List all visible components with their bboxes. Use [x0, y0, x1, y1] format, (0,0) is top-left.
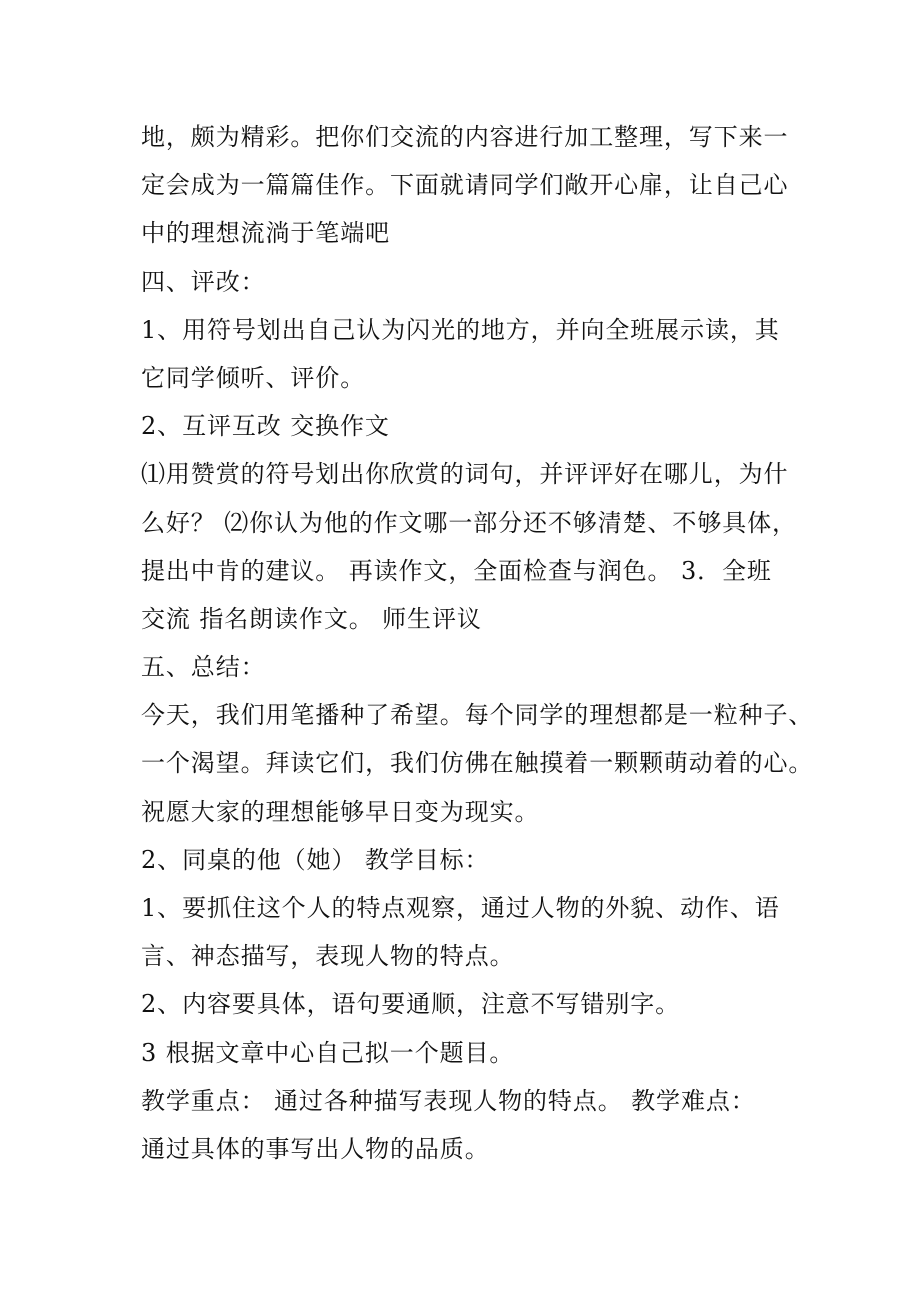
text-line: 一个渴望。拜读它们，我们仿佛在触摸着一颗颗萌动着的心。 — [141, 749, 814, 778]
section-heading: 五、总结： — [141, 653, 266, 682]
text-line: 教学重点： 通过各种描写表现人物的特点。 教学难点： — [141, 1086, 756, 1115]
text-line: 定会成为一篇篇佳作。下面就请同学们敞开心扉，让自己心 — [141, 171, 789, 200]
text-line: 2、内容要具体，语句要通顺，注意不写错别字。 — [141, 990, 681, 1019]
text-line: 1、要抓住这个人的特点观察，通过人物的外貌、动作、语 — [141, 894, 780, 922]
text-line: 1、用符号划出自己认为闪光的地方，并向全班展示读，其 — [141, 315, 780, 344]
document-body — [141, 113, 814, 1173]
text-line: 提出中肯的建议。 再读作文，全面检查与润色。 3．全班 — [141, 556, 772, 585]
text-line: 么好？ ⑵你认为他的作文哪一部分还不够清楚、不够具体， — [141, 508, 797, 537]
text-line: 2、互评互改 交换作文 — [141, 412, 390, 441]
text-line: 中的理想流淌于笔端吧 — [141, 219, 390, 248]
text-line: 通过具体的事写出人物的品质。 — [141, 1134, 490, 1163]
text-line: 今天，我们用笔播种了希望。每个同学的理想都是一粒种子、 — [141, 701, 814, 730]
text-line: 2、同桌的他（她） 教学目标： — [141, 845, 490, 874]
text-line: 交流 指名朗读作文。 师生评议 — [141, 604, 482, 633]
section-heading: 四、评改： — [141, 267, 266, 296]
text-line: 它同学倾听、评价。 — [141, 363, 366, 392]
text-line: 祝愿大家的理想能够早日变为现实。 — [141, 797, 540, 826]
text-line: 3 根据文章中心自己拟一个题目。 — [141, 1038, 515, 1067]
text-line: 言、神态描写，表现人物的特点。 — [141, 942, 515, 971]
text-line: ⑴用赞赏的符号划出你欣赏的词句，并评评好在哪儿，为什 — [141, 460, 789, 489]
text-line: 地，颇为精彩。把你们交流的内容进行加工整理，写下来一 — [141, 123, 789, 151]
